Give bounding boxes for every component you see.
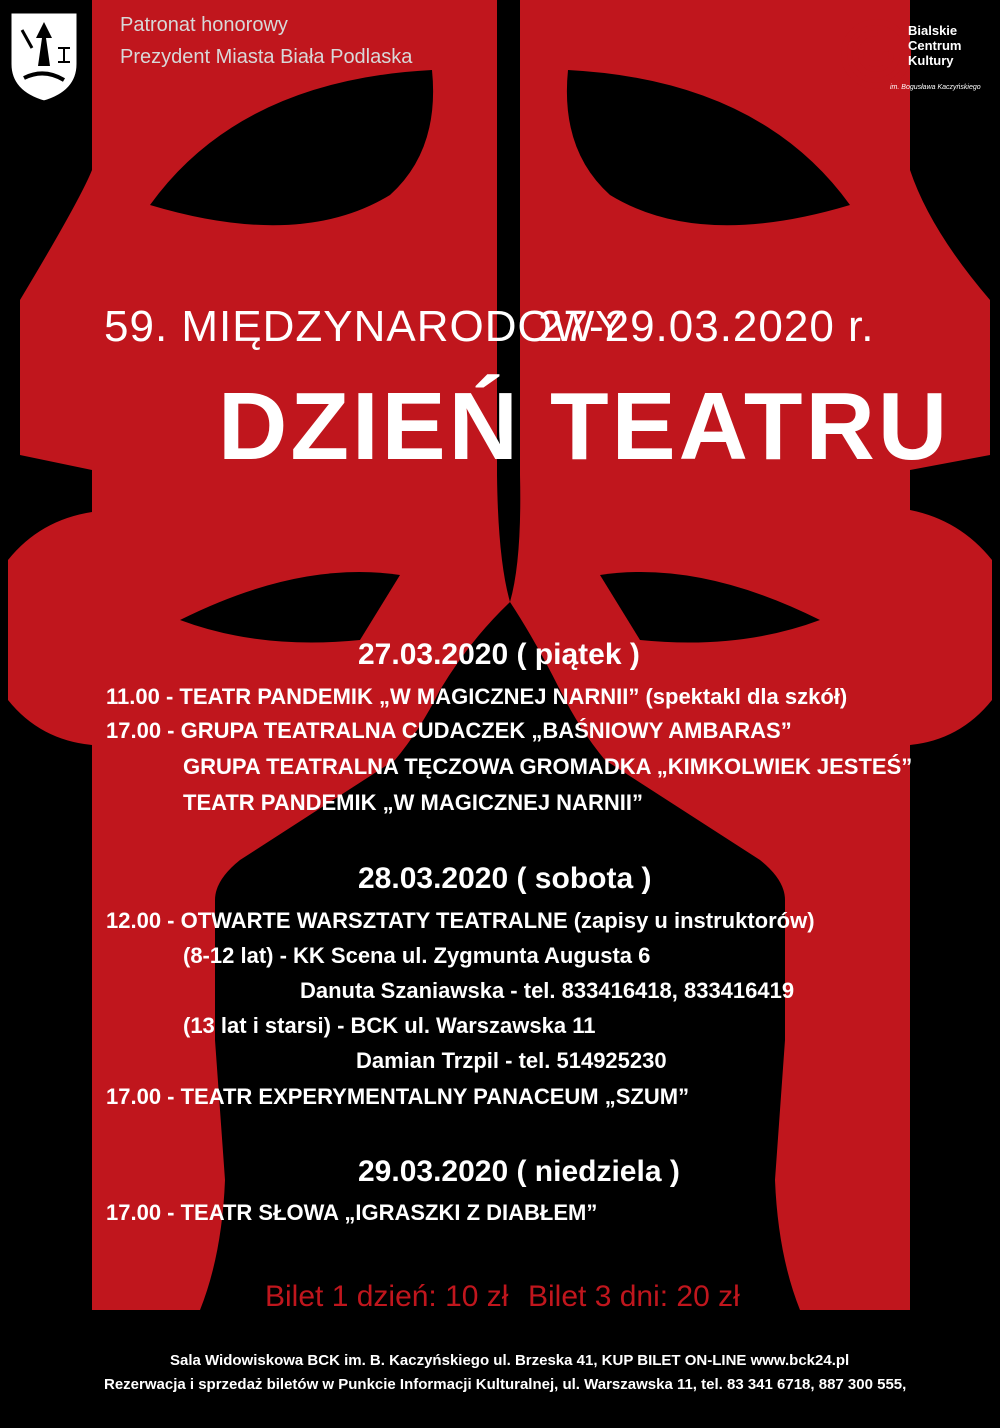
event-line: 11.00 - TEATR PANDEMIK „W MAGICZNEJ NARNII” (spektakl dla szkół) [106,684,848,709]
city-crest-icon [6,8,82,104]
event-line: (8-12 lat) - KK Scena ul. Zygmunta Augusta 6 [183,943,651,968]
event-line: TEATR PANDEMIK „W MAGICZNEJ NARNII” [183,790,643,815]
event-line: (13 lat i starsi) - BCK ul. Warszawska 11 [183,1013,596,1038]
headline-edition: 59. MIĘDZYNARODOWY [104,302,626,351]
day-title: 29.03.2020 ( niedziela ) [358,1155,680,1188]
logo-line3: Kultury [908,53,954,68]
logo-line1: Bialskie [908,23,958,38]
footer-venue: Sala Widowiskowa BCK im. B. Kaczyńskiego ul. Brzeska 41, KUP BILET ON-LINE www.bck24.pl [170,1352,850,1369]
headline-dates: 27-29.03.2020 r. [538,302,875,351]
event-line: 12.00 - OTWARTE WARSZTATY TEATRALNE (zapisy u instruktorów) [106,908,815,933]
logo-subtitle: im. Bogusława Kaczyńskiego [890,84,981,91]
event-line: Damian Trzpil - tel. 514925230 [356,1048,667,1073]
ticket-one-day: Bilet 1 dzień: 10 zł [265,1280,509,1313]
event-line: Danuta Szaniawska - tel. 833416418, 833416419 [300,978,795,1003]
event-line: GRUPA TEATRALNA TĘCZOWA GROMADKA „KIMKOLWIEK JESTEŚ” [183,754,913,779]
day-title: 27.03.2020 ( piątek ) [358,638,640,671]
event-line: 17.00 - TEATR SŁOWA „IGRASZKI Z DIABŁEM” [106,1200,598,1225]
footer-reservation: Rezerwacja i sprzedaż biletów w Punkcie Informacji Kulturalnej, ul. Warszawska 11, tel. 83 341 6718, 887 300 555, [104,1376,907,1393]
patronage-line1: Patronat honorowy [120,14,288,36]
event-line: 17.00 - GRUPA TEATRALNA CUDACZEK „BAŚNIOWY AMBARAS” [106,718,792,743]
patronage-line2: Prezydent Miasta Biała Podlaska [120,46,413,68]
headline-dzien: DZIEŃ [218,373,521,480]
logo-line2: Centrum [908,38,962,53]
day-title: 28.03.2020 ( sobota ) [358,862,652,895]
event-line: 17.00 - TEATR EXPERYMENTALNY PANACEUM „SZUM” [106,1084,690,1109]
headline-teatru: TEATRU [550,373,951,480]
ticket-three-days: Bilet 3 dni: 20 zł [528,1280,740,1313]
